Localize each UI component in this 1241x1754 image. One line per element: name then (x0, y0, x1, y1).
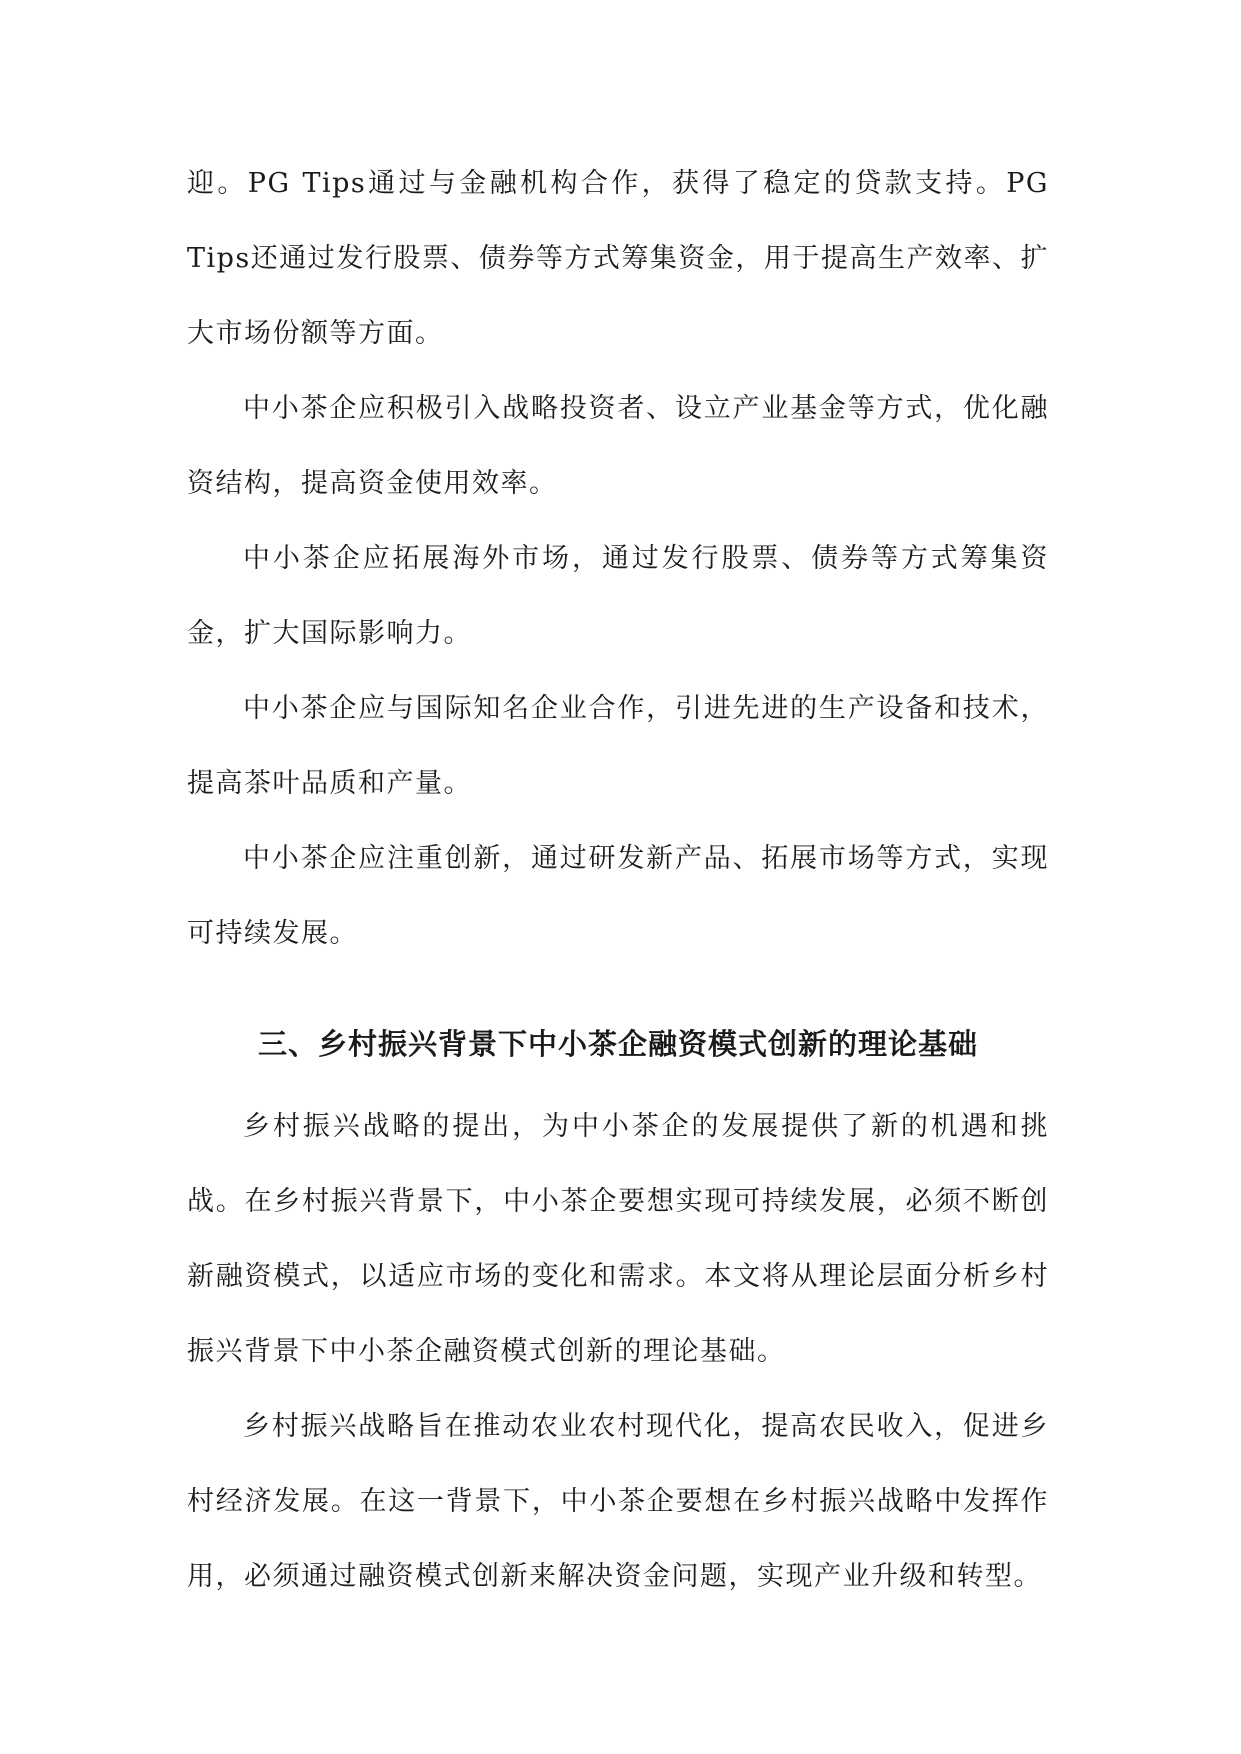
paragraph: 中小茶企应积极引入战略投资者、设立产业基金等方式，优化融资结构，提高资金使用效率。 (187, 393, 1049, 499)
paragraph: 中小茶企应拓展海外市场，通过发行股票、债券等方式筹集资金，扩大国际影响力。 (187, 543, 1049, 649)
paragraph: 中小茶企应与国际知名企业合作，引进先进的生产设备和技术，提高茶叶品质和产量。 (187, 693, 1049, 799)
paragraph: 乡村振兴战略旨在推动农业农村现代化，提高农民收入，促进乡村经济发展。在这一背景下，中小茶企要想在乡村振兴战略中发挥作用，必须通过融资模式创新来解决资金问题，实现产业升级和转型。 (187, 1411, 1049, 1592)
section-heading: 三、乡村振兴背景下中小茶企融资模式创新的理论基础 (257, 1027, 978, 1061)
paragraph: 中小茶企应注重创新，通过研发新产品、拓展市场等方式，实现可持续发展。 (187, 843, 1049, 949)
page-content (187, 146, 1049, 1614)
paragraph-continuation: 迎。PG Tips通过与金融机构合作，获得了稳定的贷款支持。PG Tips还通过发行股票、债券等方式筹集资金，用于提高生产效率、扩大市场份额等方面。 (187, 168, 1049, 349)
paragraph: 乡村振兴战略的提出，为中小茶企的发展提供了新的机遇和挑战。在乡村振兴背景下，中小茶企要想实现可持续发展，必须不断创新融资模式，以适应市场的变化和需求。本文将从理论层面分析乡村振兴背景下中小茶企融资模式创新的理论基础。 (187, 1111, 1049, 1367)
